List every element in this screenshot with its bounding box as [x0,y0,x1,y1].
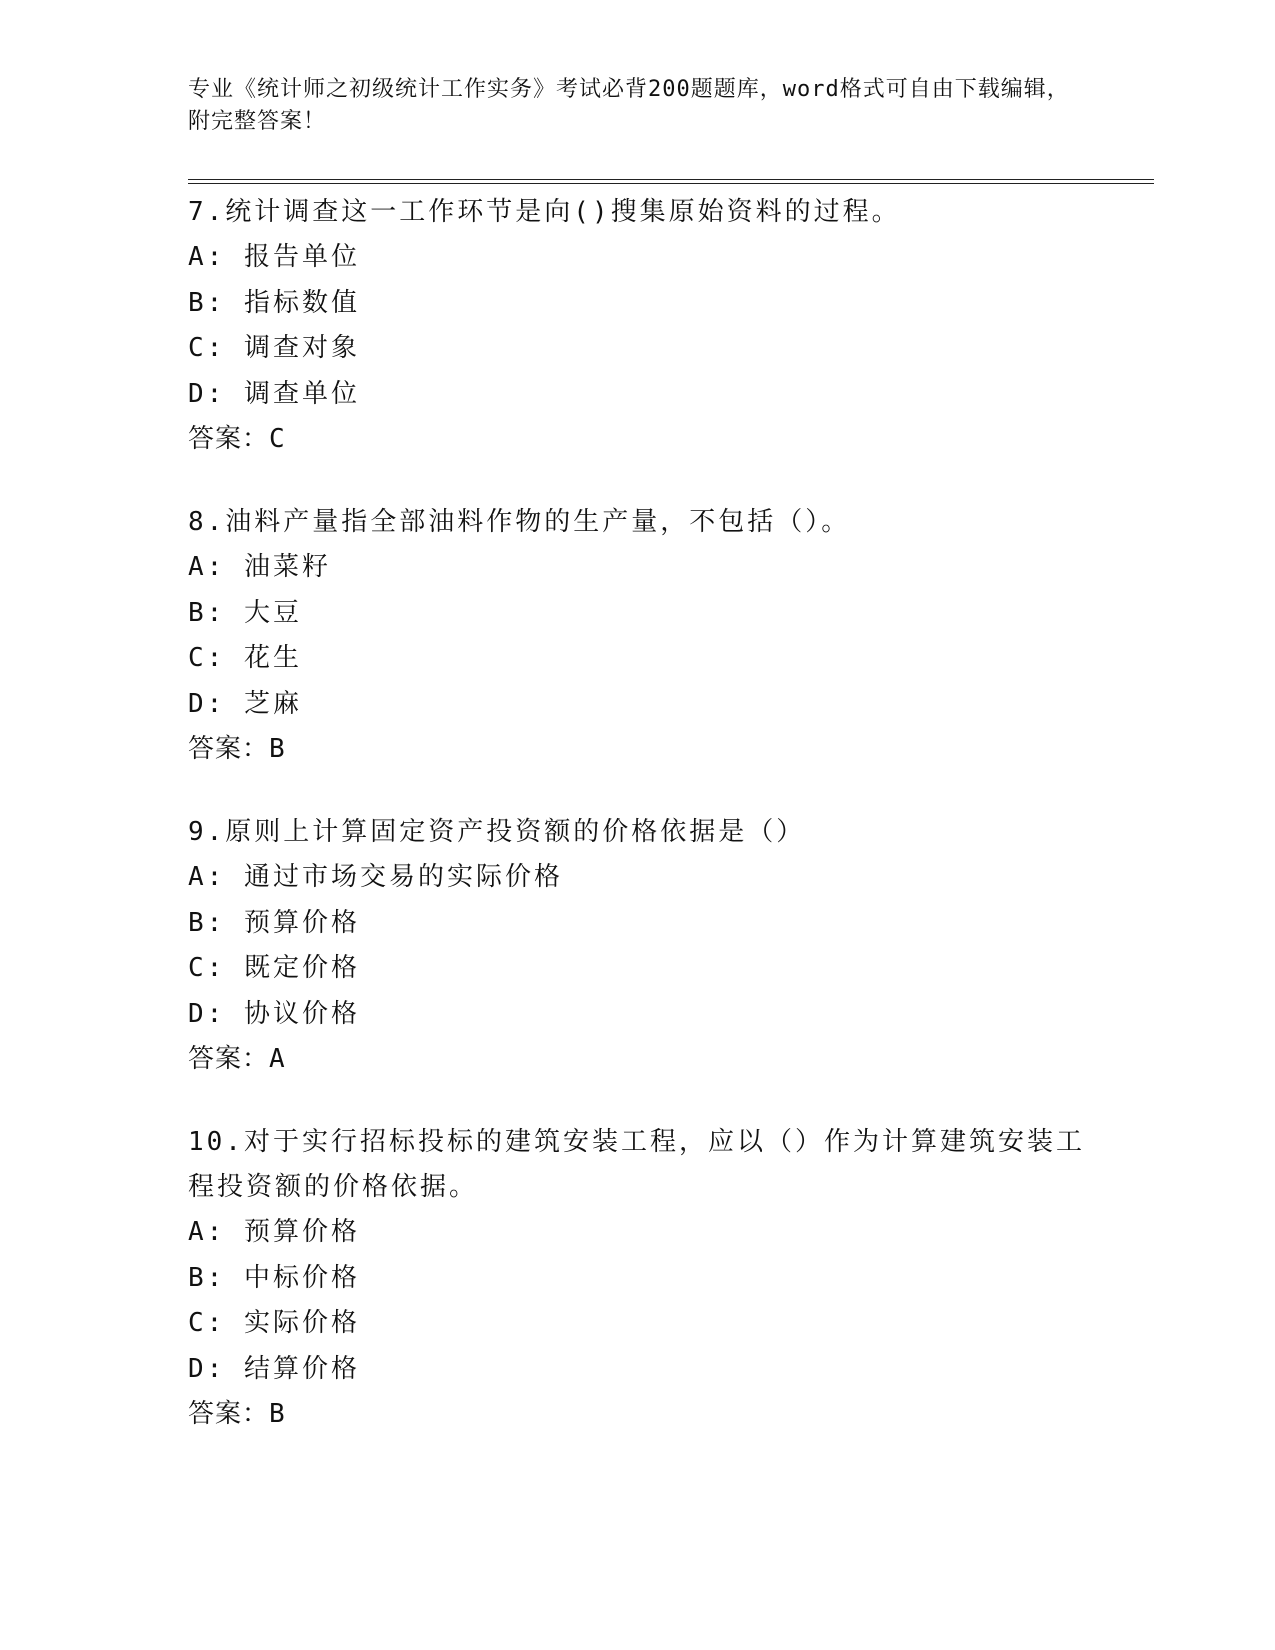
answer-line: 答案：C [188,424,286,454]
option-b: B: 中标价格 [188,1262,360,1293]
document-header: 专业《统计师之初级统计工作实务》考试必背200题题库，word格式可自由下载编辑，附完整答案！ [188,77,1070,134]
answer-line: 答案：B [188,734,286,764]
option-d: D: 结算价格 [188,1353,360,1384]
header-divider-bottom [188,183,1154,184]
question-list [188,190,1088,1475]
question-stem: 9.原则上计算固定资产投资额的价格依据是（） [188,817,806,847]
question-8 [188,500,1088,772]
answer-line: 答案：A [188,1044,286,1074]
option-b: B: 指标数值 [188,287,360,318]
option-c: C: 既定价格 [188,953,360,983]
option-c: C: 实际价格 [188,1308,360,1338]
option-a: A: 油菜籽 [188,552,331,582]
option-d: D: 芝麻 [188,688,302,719]
question-10 [188,1120,1088,1437]
option-b: B: 预算价格 [188,907,360,938]
question-stem: 7.统计调查这一工作环节是向()搜集原始资料的过程。 [188,197,901,227]
option-c: C: 调查对象 [188,333,360,363]
option-b: B: 大豆 [188,597,302,628]
option-a: A: 报告单位 [188,242,360,272]
question-9 [188,810,1088,1082]
question-stem: 10.对于实行招标投标的建筑安装工程，应以（）作为计算建筑安装工程投资额的价格依据。 [188,1127,1085,1202]
option-d: D: 协议价格 [188,998,360,1029]
option-d: D: 调查单位 [188,378,360,409]
header-divider-top [188,179,1154,180]
option-a: A: 预算价格 [188,1217,360,1247]
option-a: A: 通过市场交易的实际价格 [188,862,563,892]
question-stem: 8.油料产量指全部油料作物的生产量，不包括（）。 [188,507,851,537]
option-c: C: 花生 [188,643,302,673]
question-7 [188,190,1088,462]
answer-line: 答案：B [188,1399,286,1429]
